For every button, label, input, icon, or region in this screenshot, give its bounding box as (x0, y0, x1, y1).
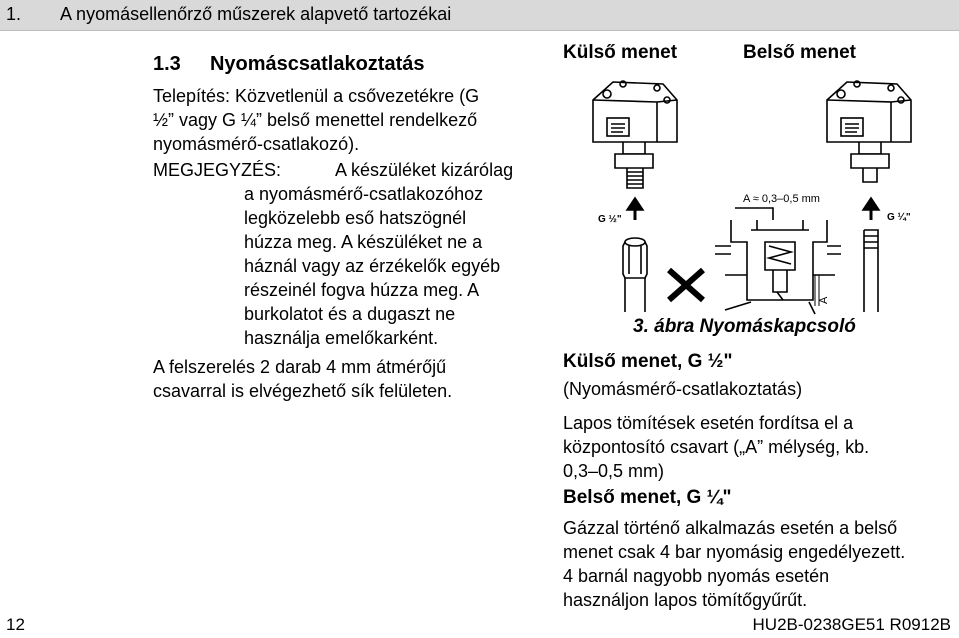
note-line: háznál vagy az érzékelők egyéb (244, 256, 501, 276)
note-line: a nyomásmérő-csatlakozóhoz (244, 184, 484, 204)
right-switch-housing (827, 81, 911, 182)
section-number: 1.3 (153, 53, 181, 75)
section-heading (153, 53, 425, 76)
depth-side-label: A (818, 296, 830, 304)
thread-quarter-label: G ¼" (887, 212, 911, 223)
external-line: 0,3–0,5 mm) (563, 461, 665, 481)
note-line: használja emelőkarként. (244, 328, 439, 348)
note-line: részeinél fogva húzza meg. A (244, 280, 480, 300)
external-line: Lapos tömítések esetén fordítsa el a (563, 413, 854, 433)
internal-thread-section (563, 486, 905, 612)
install-line: nyomásmérő-csatlakozó). (153, 134, 360, 154)
mounting-line: A felszerelés 2 darab 4 mm átmérőjű (153, 357, 447, 377)
left-fitting (623, 238, 647, 312)
depth-label: A ≈ 0,3–0,5 mm (743, 193, 820, 205)
chapter-heading (6, 4, 451, 25)
internal-line: használjon lapos tömítőgyűrűt. (563, 590, 808, 610)
internal-line: menet csak 4 bar nyomásig engedélyezett. (563, 542, 906, 562)
figure-label-internal: Belső menet (743, 42, 856, 63)
thread-half-label: G ½" (598, 214, 622, 225)
figure-label-external: Külső menet (563, 42, 678, 63)
install-line: Telepítés: Közvetlenül a csővezetékre (G (153, 86, 480, 106)
external-line: központosító csavart („A” mélység, kb. (563, 437, 870, 457)
install-line: ½” vagy G ¼” belső menettel rendelkező (153, 110, 478, 130)
internal-line: 4 barnál nagyobb nyomás esetén (563, 566, 830, 586)
note-paragraph (244, 158, 513, 350)
internal-heading: Belső menet, G ¼" (563, 487, 732, 508)
install-paragraph (153, 84, 479, 156)
pressure-switch-diagram (565, 70, 955, 315)
section-title: Nyomáscsatlakoztatás (209, 53, 425, 75)
external-heading: Külső menet, G ½" (563, 351, 733, 372)
figure-caption: 3. ábra Nyomáskapcsoló (633, 316, 856, 337)
mounting-paragraph (153, 355, 452, 403)
external-thread-section (563, 350, 869, 483)
note-label: MEGJEGYZÉS: (153, 160, 282, 180)
note-line: burkolatot és a dugaszt ne (244, 304, 456, 324)
chapter-number: 1. (6, 4, 22, 24)
note-line: A készüléket kizárólag (335, 160, 514, 180)
external-subheading: (Nyomásmérő-csatlakoztatás) (563, 379, 803, 399)
page-number: 12 (6, 615, 25, 634)
chapter-title: A nyomásellenőrző műszerek alapvető tartozékai (60, 4, 452, 24)
document-code: HU2B-0238GE51 R0912B (752, 615, 951, 634)
chapter-header (0, 0, 959, 31)
note-line: húzza meg. A készüléket ne a (244, 232, 483, 252)
left-switch-housing (593, 81, 677, 188)
note-line: legközelebb eső hatszögnél (244, 208, 467, 228)
mounting-line: csavarral is elvégezhető sík felületen. (153, 381, 453, 401)
internal-line: Gázzal történő alkalmazás esetén a belső (563, 518, 898, 538)
